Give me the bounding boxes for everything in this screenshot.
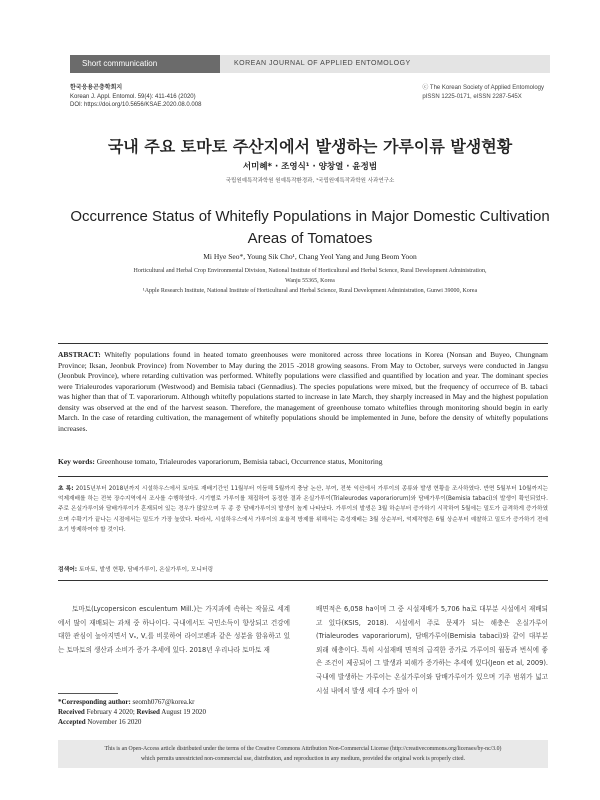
revised-label: Revised <box>136 708 160 716</box>
keywords-label: Key words: <box>58 457 95 466</box>
kr-keywords <box>58 564 548 573</box>
keywords <box>58 457 548 466</box>
copyright-block <box>422 84 544 101</box>
kr-authors: 서미혜* · 조영식¹ · 양창열 · 윤정범 <box>242 162 378 172</box>
copyright-line: ⓒ The Korean Society of Applied Entomology <box>422 85 544 91</box>
en-affiliation-2: ¹Apple Research Institute, National Institute of Horticultural and Herbal Science, Rural Development Administration, Gunwi 39000, Korea <box>142 288 478 294</box>
en-authors: Mi Hye Seo*, Young Sik Cho¹, Chang Yeol Yang and Jung Beom Yoon <box>203 252 417 261</box>
section-label: Short communication <box>70 55 220 73</box>
accepted-date: November 16 2020 <box>87 718 142 726</box>
citation-block <box>70 84 201 110</box>
top-divider <box>58 343 548 344</box>
keywords-text: Greenhouse tomato, Trialeurodes vaporariorum, Bemisia tabaci, Occurrence status, Monitoring <box>96 457 383 466</box>
en-title-line-1: Occurrence Status of Whitefly Populations in Major Domestic Cultivation <box>70 208 550 225</box>
kr-abstract-label: 초 록: <box>58 486 74 492</box>
kr-journal-name: 한국응용곤충학회지 <box>70 85 123 91</box>
en-affiliation-1b: Wanju 55365, Korea <box>285 278 335 284</box>
revised-date: August 19 2020 <box>161 708 206 716</box>
issn-line: pISSN 1225-0171, eISSN 2287-545X <box>422 93 522 100</box>
journal-header-bar <box>70 55 550 73</box>
license-line-2: which permits unrestricted non-commercial use, distribution, and reproduction in any medium, provided the original work is properly cited. <box>140 756 466 762</box>
en-paper-title <box>70 206 550 250</box>
correspondence-block <box>58 697 290 727</box>
license-footer <box>58 740 548 768</box>
citation-line: Korean J. Appl. Entomol. 59(4): 411-416 (2020) <box>70 93 196 100</box>
license-line-1: This is an Open-Access article distributed under the terms of the Creative Commons Attribution Non-Commercial License (http://creativecommons.org/licenses/by-nc/3.0) <box>104 746 502 752</box>
kr-keywords-label: 검색어: <box>58 567 78 573</box>
doi-link[interactable]: DOI: https://doi.org/10.5656/KSAE.2020.08.0.008 <box>70 102 202 108</box>
received-date: February 4 2020; <box>86 708 135 716</box>
abstract-text: Whitefly populations found in heated tomato greenhouses were monitored across three locations in Korea (Nonsan and Buyeo, Chungnam Province; Iksan, Jeonbuk Province) from November to May during the 2015 -2018 growing seasons. From May to October, surveys were conducted in Jangsu (Jeonbuk Province), where retarding cultivation was performed. Whitefly populations were classified and quantified by location and year. The dominant species were Trialeurodes vaporariorum (Westwood) and Bemisia tabaci (Gennadius). The species populations were mixed, but the frequency of occurrece of B. tabaci was higher than that of T. vaporariorum. Although whitefly populations started to increase in late March, they sharply increased in May and the highest population density was observed at the end of the harvest season. Therefore, the management of greenhouse tomato whiteflies through monitoring should begin in early March. In the case of retarding cultivation, the management of whitefly populations should be implemented in June, before the density of whitefly populations increases. <box>58 350 548 433</box>
kr-keywords-text: 토마토, 발생 현황, 담배가루이, 온실가루이, 모니터링 <box>78 567 214 573</box>
bottom-divider <box>58 580 548 581</box>
accepted-label: Accepted <box>58 718 86 726</box>
en-affiliations <box>70 266 550 296</box>
kr-abstract-text: 2015년부터 2018년까지 시설하우스에서 토마토 재배기간인 11월부터 이듬해 5월까지 충남 논산, 부여, 전북 익산에서 가루이의 종류와 발생 현황을 조사하였다. 반면 5월부터 10월까지는 억제재배를 하는 전북 장수지역에서 조사를 수행하였다. 시기별로 가루이를 채집하여 동정한 결과 온실가루이(Trialeurodes vaporariorum)와 담배가루이(Bemisia tabaci)의 발생이 확인되었다. 주로 온실가루이와 담배가루이가 혼재되어 있는 경우가 많았으며 두 종 중 담배가루이의 발생이 높게 나타났다. 가루이의 발생은 3월 하순부터 증가하기 시작하여 5월에는 밀도가 급격하게 증가하였으며 수확기가 끝나는 시점에서는 밀도가 가장 높았다. 따라서, 시설하우스에서 가루이의 효율적 방제를 위해서는 촉성재배는 3월 상순부터, 억제작형은 6월 상순부터 예찰하고 밀도가 증가하기 전에 초기 방제하여야 할 것이다. <box>58 486 549 533</box>
corresponding-author-label: *Corresponding author: <box>58 698 131 706</box>
correspondence-divider <box>58 693 118 694</box>
journal-name: KOREAN JOURNAL OF APPLIED ENTOMOLOGY <box>220 55 550 73</box>
middle-divider <box>58 476 548 477</box>
received-label: Received <box>58 708 85 716</box>
body-column-left: 토마토(Lycopersicon esculentum Mill.)는 가지과에 속하는 작물로 세계에서 많이 재배되는 과채 중 하나이다. 국내에서도 국민소득이 향상되고 건강에 대한 관심이 높아지면서 Vₙ, V꜀를 비롯하여 라이코펜과 같은 성분을 함유하고 있는 토마토의 생산과 소비가 증가 추세에 있다. 2018년 우리나라 토마토 재 <box>58 605 290 654</box>
kr-abstract <box>58 484 548 535</box>
abstract-label: ABSTRACT: <box>58 350 101 359</box>
kr-paper-title: 국내 주요 토마토 주산지에서 발생하는 가루이류 발생현황 <box>107 137 513 156</box>
corresponding-email[interactable]: seomh0767@korea.kr <box>132 698 195 706</box>
body-column-right: 배면적은 6,058 ha이며 그 중 시설재배가 5,706 ha로 대부분 시설에서 재배되고 있다(KSIS, 2018). 시설에서 주로 문제가 되는 해충은 온실가루이(Trialeurodes vaporariorum), 담배가루이(Bemisia tabaci)와 같이 대부분 외래 해충이다. 특히 시설재배 면적의 급격한 증가로 가루이의 월동과 번식에 좋은 조건이 제공되어 그 발생과 피해가 증가하는 추세에 있다(Jeon et al, 2009). 국내에 발생하는 가루이는 온실가루이와 담배가루이가 있으며 기주 범위가 넓고 시설 내에서 발생 세대 수가 많아 이 <box>316 605 548 695</box>
abstract <box>58 350 548 434</box>
en-affiliation-1: Horticultural and Herbal Crop Environmental Division, National Institute of Horticultural and Herbal Science, Rural Development Administration, <box>133 268 487 274</box>
en-title-line-2: Areas of Tomatoes <box>247 230 373 247</box>
kr-affiliations: 국립원예특작과학원 원예특작환경과, ¹국립원예특작과학원 사과연구소 <box>225 178 395 184</box>
